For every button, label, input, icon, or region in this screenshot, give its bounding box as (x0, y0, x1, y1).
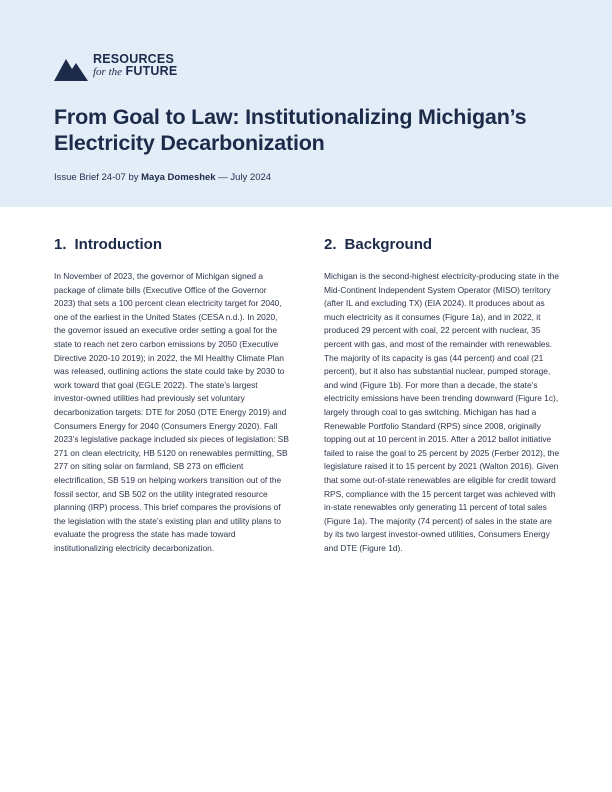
section-heading (54, 236, 290, 256)
logo-line2 (93, 65, 177, 78)
byline-prefix: Issue Brief 24-07 by (54, 172, 142, 183)
byline (54, 172, 271, 183)
logo-for-the: for the (93, 66, 123, 78)
section-background (324, 236, 560, 555)
logo-future: FUTURE (125, 64, 178, 78)
mountain-logo-icon (54, 55, 88, 81)
section-number: 2. (324, 236, 337, 253)
section-introduction (54, 236, 290, 555)
section-number: 1. (54, 236, 67, 253)
logo-wordmark (93, 53, 177, 78)
section-title: Background (344, 236, 433, 253)
author-name[interactable]: Maya Domeshek (141, 172, 216, 183)
section-title: Introduction (74, 236, 162, 253)
document-title: From Goal to Law: Institutionalizing Michigan’s Electricity Decarbonization (54, 105, 527, 155)
logo-line1: RESOURCES (93, 52, 174, 66)
header-band (0, 0, 612, 207)
rff-logo[interactable] (54, 53, 177, 81)
section-body-text: Michigan is the second-highest electricity-producing state in the Mid-Continent Independent System Operator (MISO) territory (after IL and excluding TX) (EIA 2024). It produces about as much electricity as it consumes (Figure 1a), and in 2022, it produced 29 percent with coal, 22 percent with nuclear, 35 percent with gas, and most of the remainder with renewables. The majority of its capacity is gas (44 percent) and coal (21 percent), but it also has substantial nuclear, pumped storage, and wind (Figure 1b). For more than a decade, the state’s electricity emissions have been trending downward (Figure 1c), largely through coal to gas switching. Michigan has had a Renewable Portfolio Standard (RPS) since 2008, originally topping out at 10 percent in 2015. After a 2012 ballot initiative failed to raise the goal to 25 percent by 2025 (Ferber 2012), the legislature raised it to 15 percent by 2021 (Walton 2016). Given that some out-of-state renewables are eligible for credit toward RPS, compliance with the 15 percent target was achieved with in-state renewables only generating 11 percent of total sales (Figure 1a). The majority (74 percent) of sales in the state are by its two largest investor-owned utilities, Consumers Energy and DTE (Figure 1d). (324, 271, 560, 553)
section-heading (324, 236, 560, 256)
section-body-text: In November of 2023, the governor of Michigan signed a package of climate bills (Executive Office of the Governor 2023) that sets a 100 percent clean electricity target for 2040, one of the earliest in the United States (CESA n.d.). In 2020, the governor issued an executive order setting a goal for the state to reach net zero carbon emissions by 2050 (Executive Directive 2020-10 2019); in 2022, the MI Healthy Climate Plan was released, outlining actions the state could take by 2030 to work toward that goal (EGLE 2022). The state’s largest investor-owned utilities had previously set voluntary decarbonization targets: DTE for 2050 (DTE Energy 2019) and Consumers Energy for 2040 (Consumers Energy 2020). Fall 2023’s legislative package included six pieces of legislation: SB 271 on clean electricity, HB 5120 on renewables permitting, SB 277 on siting solar on farmland, SB 273 on efficient electrification, SB 519 on helping workers transition out of the fossil sector, and SB 502 on the utility integrated resource planning (IRP) process. This brief compares the provisions of the legislation with the state’s existing plan and utility plans to evaluate the progress the state has made toward institutionalizing electricity decarbonization. (54, 271, 289, 553)
byline-date: — July 2024 (215, 172, 272, 183)
